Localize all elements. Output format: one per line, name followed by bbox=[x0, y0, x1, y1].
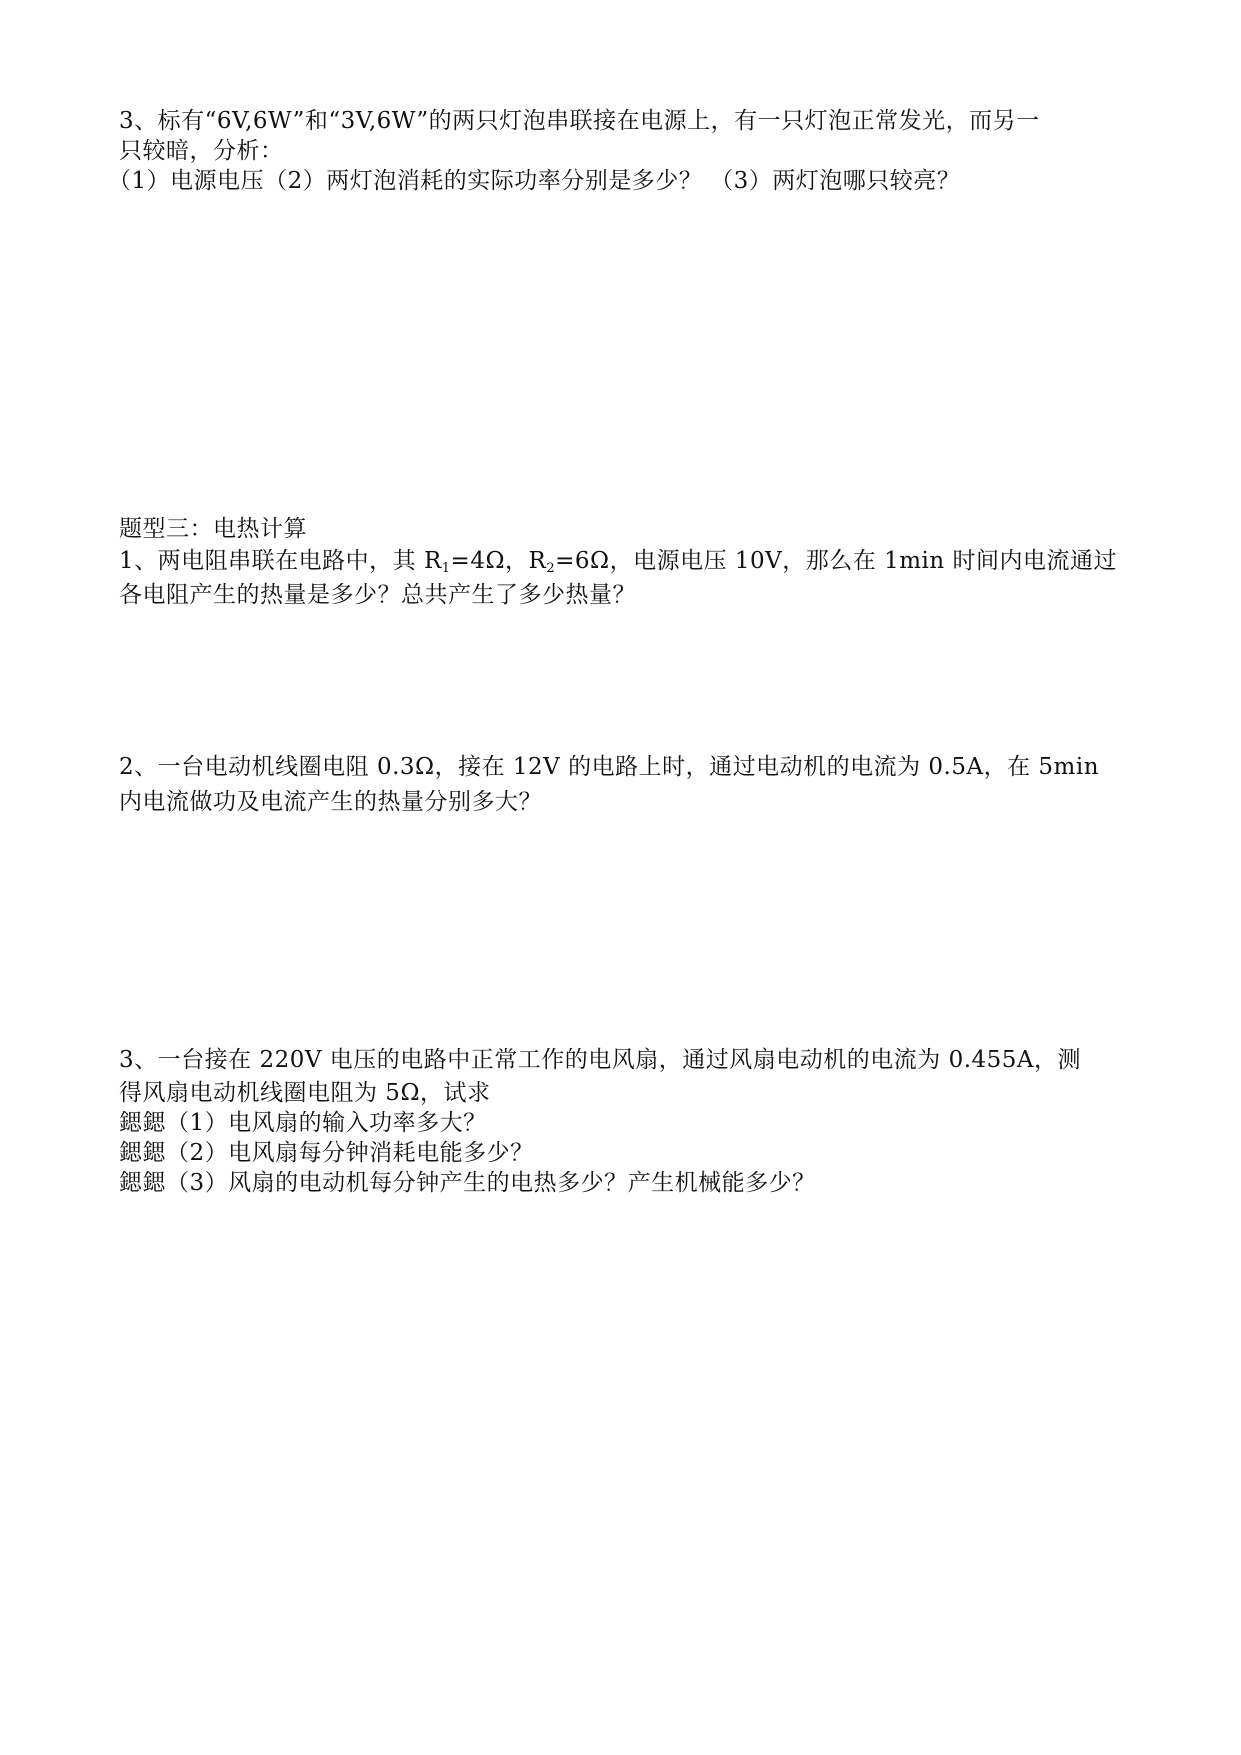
problem-1-text-b: =4Ω，R bbox=[450, 548, 547, 574]
problem-2-line-1: 2、一台电动机线圈电阻 0.3Ω，接在 12V 的电路上时，通过电动机的电流为 0.5A，在 5min bbox=[119, 754, 1100, 780]
problem-1-line-2: 各电阻产生的热量是多少？总共产生了多少热量？ bbox=[119, 582, 636, 608]
problem-3-subquestion-2: 鍶鍶（2）电风扇每分钟消耗电能多少？ bbox=[119, 1140, 534, 1166]
r2-subscript: 2 bbox=[546, 561, 556, 576]
problem-3-subquestion-3: 鍶鍶（3）风扇的电动机每分钟产生的电热多少？产生机械能多少？ bbox=[119, 1170, 816, 1196]
problem-3-line-1: 3、一台接在 220V 电压的电路中正常工作的电风扇，通过风扇电动机的电流为 0.455A，测 bbox=[119, 1047, 1082, 1073]
problem-1-text-c: =6Ω，电源电压 10V，那么在 1min 时间内电流通过 bbox=[555, 548, 1118, 574]
problem-1-line-1 bbox=[119, 546, 1117, 576]
problem-3-subquestion-1: 鍶鍶（1）电风扇的输入功率多大？ bbox=[119, 1110, 487, 1136]
problem-1-text-a: 1、两电阻串联在电路中，其 R bbox=[119, 548, 442, 574]
problem-q3-line-1: 3、标有“6V,6W”和“3V,6W”的两只灯泡串联接在电源上，有一只灯泡正常发光，而另一 bbox=[119, 108, 1040, 134]
section-heading: 题型三：电热计算 bbox=[119, 516, 307, 542]
problem-q3-subquestions: （1）电源电压（2）两灯泡消耗的实际功率分别是多少？ （3）两灯泡哪只较亮？ bbox=[108, 168, 961, 194]
problem-3-line-2: 得风扇电动机线圈电阻为 5Ω，试求 bbox=[119, 1080, 491, 1106]
problem-2-line-2: 内电流做功及电流产生的热量分别多大？ bbox=[119, 789, 542, 815]
problem-q3-line-2: 只较暗，分析： bbox=[119, 138, 284, 164]
r1-subscript: 1 bbox=[441, 561, 451, 576]
